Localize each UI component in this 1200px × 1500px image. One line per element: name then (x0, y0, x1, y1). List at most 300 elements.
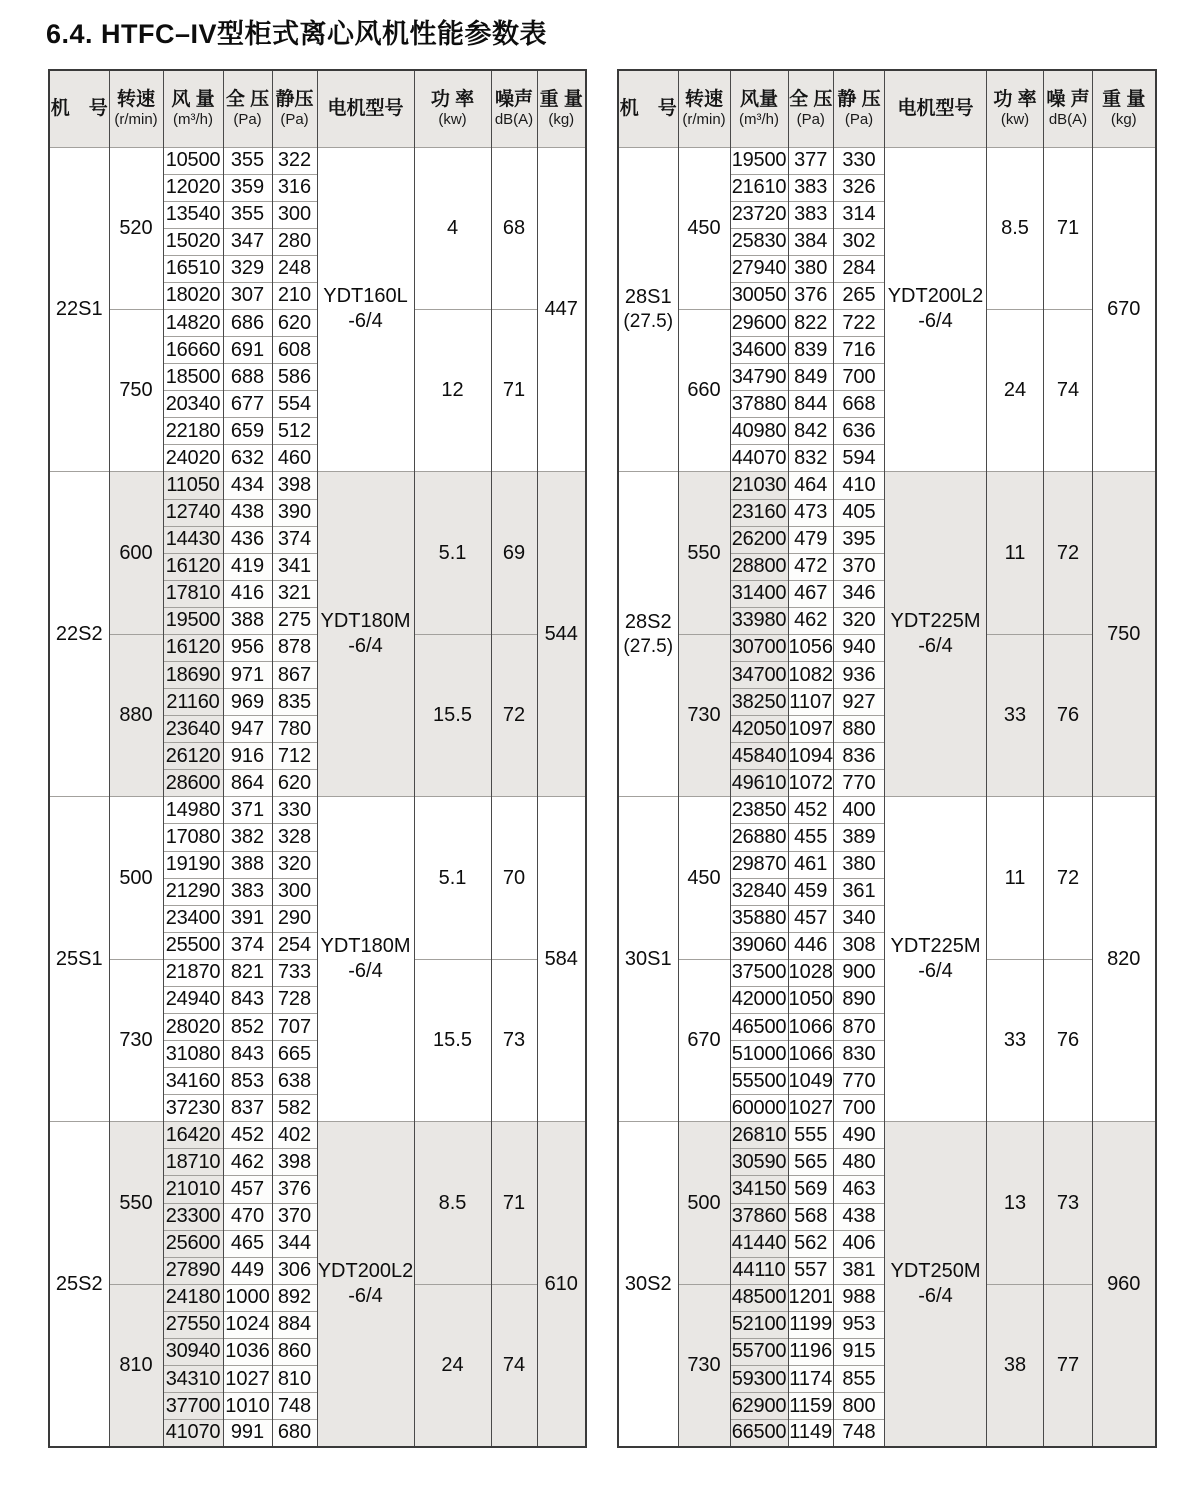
static-pressure-cell: 480 (834, 1149, 885, 1176)
header-sp-label: 静 压 (837, 89, 881, 111)
static-pressure-cell: 314 (834, 201, 885, 228)
noise-cell: 72 (1044, 797, 1093, 959)
speed-cell: 880 (109, 634, 163, 796)
motor-cell (317, 147, 414, 472)
flow-cell: 15020 (163, 228, 223, 255)
speed-cell: 730 (109, 959, 163, 1121)
motor-model-label: YDT225M (890, 610, 981, 633)
header-model-cell (618, 70, 678, 147)
total-pressure-cell: 947 (223, 716, 272, 743)
static-pressure-cell: 438 (834, 1203, 885, 1230)
flow-cell: 28800 (730, 553, 788, 580)
static-pressure-cell: 582 (272, 1095, 317, 1122)
static-pressure-cell: 280 (272, 228, 317, 255)
flow-cell: 19500 (163, 607, 223, 634)
table-row (49, 1122, 586, 1149)
flow-cell: 14980 (163, 797, 223, 824)
model-cell (618, 472, 678, 797)
total-pressure-cell: 355 (223, 201, 272, 228)
static-pressure-cell: 620 (272, 770, 317, 797)
total-pressure-cell: 470 (223, 1203, 272, 1230)
flow-cell: 29600 (730, 309, 788, 336)
total-pressure-cell: 473 (788, 499, 834, 526)
flow-cell: 19190 (163, 851, 223, 878)
flow-cell: 40980 (730, 418, 788, 445)
flow-cell: 33980 (730, 607, 788, 634)
total-pressure-cell: 383 (788, 201, 834, 228)
table-row (49, 797, 586, 824)
static-pressure-cell: 712 (272, 743, 317, 770)
total-pressure-cell: 1027 (788, 1095, 834, 1122)
flow-cell: 27940 (730, 255, 788, 282)
total-pressure-cell: 822 (788, 309, 834, 336)
table-row (618, 147, 1156, 174)
static-pressure-cell: 328 (272, 824, 317, 851)
flow-cell: 10500 (163, 147, 223, 174)
total-pressure-cell: 1201 (788, 1284, 834, 1311)
header-power-unit: (kw) (1000, 111, 1030, 129)
flow-cell: 48500 (730, 1284, 788, 1311)
table-row (49, 472, 586, 499)
noise-cell: 74 (1044, 309, 1093, 471)
total-pressure-cell: 1066 (788, 1014, 834, 1041)
static-pressure-cell: 900 (834, 959, 885, 986)
header-weight-unit: (kg) (548, 111, 575, 129)
total-pressure-cell: 956 (223, 634, 272, 661)
total-pressure-cell: 677 (223, 391, 272, 418)
header-power-label: 功 率 (430, 89, 475, 111)
static-pressure-cell: 254 (272, 932, 317, 959)
total-pressure-cell: 384 (788, 228, 834, 255)
header-speed-cell (678, 70, 730, 147)
header-tp-cell (223, 70, 272, 147)
flow-cell: 16660 (163, 337, 223, 364)
static-pressure-cell: 406 (834, 1230, 885, 1257)
total-pressure-cell: 371 (223, 797, 272, 824)
static-pressure-cell: 381 (834, 1257, 885, 1284)
model-label: 22S1 (55, 297, 103, 320)
static-pressure-cell: 953 (834, 1311, 885, 1338)
header-sp-cell (834, 70, 885, 147)
power-cell: 38 (987, 1284, 1044, 1446)
total-pressure-cell: 1082 (788, 661, 834, 688)
static-pressure-cell: 636 (834, 418, 885, 445)
flow-cell: 34150 (730, 1176, 788, 1203)
header-tp-cell (788, 70, 834, 147)
flow-cell: 11050 (163, 472, 223, 499)
header-flow-unit: (m³/h) (173, 111, 213, 129)
motor-model-label: YDT200L2 (317, 1260, 414, 1283)
static-pressure-cell: 880 (834, 716, 885, 743)
model-cell (618, 1122, 678, 1447)
motor-pole-label: -6/4 (348, 1285, 383, 1308)
total-pressure-cell: 1097 (788, 716, 834, 743)
static-pressure-cell: 306 (272, 1257, 317, 1284)
motor-model-label: YDT180M (320, 935, 411, 958)
header-sp-cell (272, 70, 317, 147)
static-pressure-cell: 512 (272, 418, 317, 445)
total-pressure-cell: 1049 (788, 1068, 834, 1095)
table-row (49, 147, 586, 174)
static-pressure-cell: 988 (834, 1284, 885, 1311)
flow-cell: 21160 (163, 689, 223, 716)
total-pressure-cell: 565 (788, 1149, 834, 1176)
header-motor-label: 电机型号 (897, 97, 974, 119)
motor-cell (885, 472, 987, 797)
noise-cell: 77 (1044, 1284, 1093, 1446)
flow-cell: 51000 (730, 1041, 788, 1068)
static-pressure-cell: 463 (834, 1176, 885, 1203)
static-pressure-cell: 700 (834, 364, 885, 391)
model-label: 28S1 (624, 286, 672, 309)
flow-cell: 23720 (730, 201, 788, 228)
total-pressure-cell: 991 (223, 1420, 272, 1447)
flow-cell: 16420 (163, 1122, 223, 1149)
total-pressure-cell: 632 (223, 445, 272, 472)
header-flow-cell (163, 70, 223, 147)
static-pressure-cell: 300 (272, 878, 317, 905)
static-pressure-cell: 707 (272, 1014, 317, 1041)
total-pressure-cell: 1159 (788, 1393, 834, 1420)
static-pressure-cell: 320 (834, 607, 885, 634)
total-pressure-cell: 1107 (788, 689, 834, 716)
static-pressure-cell: 892 (272, 1284, 317, 1311)
total-pressure-cell: 434 (223, 472, 272, 499)
power-cell: 33 (987, 634, 1044, 796)
fan-block-25S1 (49, 797, 586, 1122)
static-pressure-cell: 275 (272, 607, 317, 634)
noise-cell: 72 (1044, 472, 1093, 634)
flow-cell: 26810 (730, 1122, 788, 1149)
total-pressure-cell: 455 (788, 824, 834, 851)
total-pressure-cell: 383 (788, 174, 834, 201)
header-sp-unit: (Pa) (844, 111, 874, 129)
total-pressure-cell: 355 (223, 147, 272, 174)
header-weight-cell (537, 70, 586, 147)
total-pressure-cell: 691 (223, 337, 272, 364)
flow-cell: 28020 (163, 1014, 223, 1041)
power-cell: 24 (414, 1284, 491, 1446)
motor-cell (885, 1122, 987, 1447)
motor-model-label: YDT160L (323, 285, 408, 308)
weight-cell: 447 (537, 147, 586, 472)
noise-cell: 69 (491, 472, 537, 634)
motor-cell (885, 797, 987, 1122)
noise-cell: 71 (491, 309, 537, 471)
flow-cell: 25600 (163, 1230, 223, 1257)
fan-table-left (48, 69, 587, 1448)
header-speed-label: 转速 (116, 89, 155, 111)
motor-model-label: YDT225M (890, 935, 981, 958)
static-pressure-cell: 460 (272, 445, 317, 472)
total-pressure-cell: 388 (223, 851, 272, 878)
static-pressure-cell: 700 (834, 1095, 885, 1122)
total-pressure-cell: 842 (788, 418, 834, 445)
model-label: 25S2 (55, 1272, 103, 1295)
power-cell: 8.5 (987, 147, 1044, 309)
static-pressure-cell: 290 (272, 905, 317, 932)
static-pressure-cell: 733 (272, 959, 317, 986)
total-pressure-cell: 462 (223, 1149, 272, 1176)
noise-cell: 72 (491, 634, 537, 796)
static-pressure-cell: 830 (834, 1041, 885, 1068)
static-pressure-cell: 370 (834, 553, 885, 580)
motor-model-label: YDT200L2 (887, 285, 984, 308)
flow-cell: 30940 (163, 1338, 223, 1365)
static-pressure-cell: 748 (834, 1420, 885, 1447)
total-pressure-cell: 465 (223, 1230, 272, 1257)
total-pressure-cell: 1000 (223, 1284, 272, 1311)
weight-cell: 820 (1093, 797, 1156, 1122)
static-pressure-cell: 402 (272, 1122, 317, 1149)
power-cell: 15.5 (414, 959, 491, 1121)
header-model-label: 机 号 (619, 97, 677, 119)
flow-cell: 60000 (730, 1095, 788, 1122)
flow-cell: 30700 (730, 634, 788, 661)
flow-cell: 18710 (163, 1149, 223, 1176)
flow-cell: 52100 (730, 1311, 788, 1338)
flow-cell: 45840 (730, 743, 788, 770)
flow-cell: 46500 (730, 1014, 788, 1041)
static-pressure-cell: 389 (834, 824, 885, 851)
flow-cell: 41440 (730, 1230, 788, 1257)
total-pressure-cell: 688 (223, 364, 272, 391)
model-cell (49, 472, 109, 797)
static-pressure-cell: 248 (272, 255, 317, 282)
flow-cell: 18020 (163, 282, 223, 309)
total-pressure-cell: 1149 (788, 1420, 834, 1447)
total-pressure-cell: 569 (788, 1176, 834, 1203)
header-weight-cell (1093, 70, 1156, 147)
total-pressure-cell: 839 (788, 337, 834, 364)
total-pressure-cell: 452 (223, 1122, 272, 1149)
header-row (49, 70, 586, 147)
header-tp-label: 全 压 (225, 89, 270, 111)
static-pressure-cell: 870 (834, 1014, 885, 1041)
flow-cell: 24940 (163, 986, 223, 1013)
flow-cell: 27550 (163, 1311, 223, 1338)
total-pressure-cell: 449 (223, 1257, 272, 1284)
speed-cell: 500 (678, 1122, 730, 1284)
flow-cell: 13540 (163, 201, 223, 228)
static-pressure-cell: 210 (272, 282, 317, 309)
flow-cell: 26120 (163, 743, 223, 770)
header-noise-unit: dB(A) (494, 111, 534, 129)
motor-pole-label: -6/4 (918, 1285, 953, 1308)
power-cell: 5.1 (414, 472, 491, 634)
table-row (618, 472, 1156, 499)
table-row (618, 1122, 1156, 1149)
motor-cell (885, 147, 987, 472)
header-flow-cell (730, 70, 788, 147)
flow-cell: 59300 (730, 1366, 788, 1393)
power-cell: 11 (987, 797, 1044, 959)
total-pressure-cell: 383 (223, 878, 272, 905)
header-row (618, 70, 1156, 147)
static-pressure-cell: 940 (834, 634, 885, 661)
flow-cell: 23300 (163, 1203, 223, 1230)
total-pressure-cell: 555 (788, 1122, 834, 1149)
total-pressure-cell: 374 (223, 932, 272, 959)
static-pressure-cell: 330 (272, 797, 317, 824)
power-cell: 13 (987, 1122, 1044, 1284)
header-tp-unit: (Pa) (233, 111, 262, 129)
motor-cell (317, 472, 414, 797)
static-pressure-cell: 308 (834, 932, 885, 959)
power-cell: 15.5 (414, 634, 491, 796)
static-pressure-cell: 398 (272, 1149, 317, 1176)
flow-cell: 21030 (730, 472, 788, 499)
static-pressure-cell: 398 (272, 472, 317, 499)
speed-cell: 670 (678, 959, 730, 1121)
total-pressure-cell: 1028 (788, 959, 834, 986)
flow-cell: 24180 (163, 1284, 223, 1311)
model-sublabel: (27.5) (623, 636, 674, 658)
flow-cell: 25830 (730, 228, 788, 255)
static-pressure-cell: 890 (834, 986, 885, 1013)
table-row (618, 797, 1156, 824)
header-noise-unit: dB(A) (1048, 111, 1088, 129)
static-pressure-cell: 361 (834, 878, 885, 905)
static-pressure-cell: 320 (272, 851, 317, 878)
header-flow-label: 风量 (739, 89, 778, 111)
flow-cell: 18690 (163, 661, 223, 688)
weight-cell: 544 (537, 472, 586, 797)
speed-cell: 450 (678, 147, 730, 309)
static-pressure-cell: 344 (272, 1230, 317, 1257)
header-sp-unit: (Pa) (280, 111, 309, 129)
motor-pole-label: -6/4 (918, 635, 953, 658)
model-cell (49, 1122, 109, 1447)
speed-cell: 550 (109, 1122, 163, 1284)
flow-cell: 55700 (730, 1338, 788, 1365)
weight-cell: 960 (1093, 1122, 1156, 1447)
total-pressure-cell: 452 (788, 797, 834, 824)
total-pressure-cell: 1056 (788, 634, 834, 661)
static-pressure-cell: 800 (834, 1393, 885, 1420)
noise-cell: 74 (491, 1284, 537, 1446)
motor-pole-label: -6/4 (348, 960, 383, 983)
total-pressure-cell: 1196 (788, 1338, 834, 1365)
total-pressure-cell: 853 (223, 1068, 272, 1095)
noise-cell: 68 (491, 147, 537, 309)
total-pressure-cell: 376 (788, 282, 834, 309)
flow-cell: 21610 (730, 174, 788, 201)
static-pressure-cell: 586 (272, 364, 317, 391)
total-pressure-cell: 849 (788, 364, 834, 391)
static-pressure-cell: 376 (272, 1176, 317, 1203)
static-pressure-cell: 810 (272, 1366, 317, 1393)
static-pressure-cell: 490 (834, 1122, 885, 1149)
fan-block-22S1 (49, 147, 586, 472)
model-label: 30S1 (624, 947, 672, 970)
static-pressure-cell: 265 (834, 282, 885, 309)
total-pressure-cell: 388 (223, 607, 272, 634)
static-pressure-cell: 326 (834, 174, 885, 201)
static-pressure-cell: 867 (272, 661, 317, 688)
total-pressure-cell: 1066 (788, 1041, 834, 1068)
static-pressure-cell: 936 (834, 661, 885, 688)
flow-cell: 23400 (163, 905, 223, 932)
total-pressure-cell: 380 (788, 255, 834, 282)
static-pressure-cell: 716 (834, 337, 885, 364)
flow-cell: 44070 (730, 445, 788, 472)
model-cell (49, 147, 109, 472)
static-pressure-cell: 410 (834, 472, 885, 499)
model-label: 25S1 (55, 947, 103, 970)
speed-cell: 550 (678, 472, 730, 634)
power-cell: 11 (987, 472, 1044, 634)
flow-cell: 23640 (163, 716, 223, 743)
total-pressure-cell: 377 (788, 147, 834, 174)
flow-cell: 34700 (730, 661, 788, 688)
flow-cell: 30050 (730, 282, 788, 309)
speed-cell: 520 (109, 147, 163, 309)
static-pressure-cell: 594 (834, 445, 885, 472)
flow-cell: 34790 (730, 364, 788, 391)
static-pressure-cell: 370 (272, 1203, 317, 1230)
power-cell: 33 (987, 959, 1044, 1121)
total-pressure-cell: 464 (788, 472, 834, 499)
flow-cell: 25500 (163, 932, 223, 959)
flow-cell: 37860 (730, 1203, 788, 1230)
static-pressure-cell: 770 (834, 770, 885, 797)
motor-pole-label: -6/4 (348, 310, 383, 333)
total-pressure-cell: 479 (788, 526, 834, 553)
total-pressure-cell: 852 (223, 1014, 272, 1041)
flow-cell: 38250 (730, 689, 788, 716)
noise-cell: 70 (491, 797, 537, 959)
header-motor-cell (317, 70, 414, 147)
static-pressure-cell: 390 (272, 499, 317, 526)
static-pressure-cell: 346 (834, 580, 885, 607)
static-pressure-cell: 395 (834, 526, 885, 553)
static-pressure-cell: 341 (272, 553, 317, 580)
motor-pole-label: -6/4 (348, 635, 383, 658)
total-pressure-cell: 457 (223, 1176, 272, 1203)
page-title: 6.4. HTFC–IV型柜式离心风机性能参数表 (46, 19, 548, 49)
flow-cell: 34600 (730, 337, 788, 364)
total-pressure-cell: 359 (223, 174, 272, 201)
fan-block-22S2 (49, 472, 586, 797)
flow-cell: 17810 (163, 580, 223, 607)
total-pressure-cell: 307 (223, 282, 272, 309)
total-pressure-cell: 916 (223, 743, 272, 770)
model-sublabel: (27.5) (623, 311, 674, 333)
flow-cell: 16120 (163, 553, 223, 580)
model-cell (618, 797, 678, 1122)
static-pressure-cell: 770 (834, 1068, 885, 1095)
static-pressure-cell: 340 (834, 905, 885, 932)
total-pressure-cell: 436 (223, 526, 272, 553)
speed-cell: 450 (678, 797, 730, 959)
static-pressure-cell: 316 (272, 174, 317, 201)
flow-cell: 21290 (163, 878, 223, 905)
static-pressure-cell: 330 (834, 147, 885, 174)
total-pressure-cell: 459 (788, 878, 834, 905)
flow-cell: 49610 (730, 770, 788, 797)
speed-cell: 810 (109, 1284, 163, 1446)
flow-cell: 18500 (163, 364, 223, 391)
weight-cell: 610 (537, 1122, 586, 1447)
weight-cell: 750 (1093, 472, 1156, 797)
flow-cell: 23850 (730, 797, 788, 824)
total-pressure-cell: 1199 (788, 1311, 834, 1338)
flow-cell: 55500 (730, 1068, 788, 1095)
total-pressure-cell: 457 (788, 905, 834, 932)
static-pressure-cell: 728 (272, 986, 317, 1013)
header-weight-unit: (kg) (1110, 111, 1137, 129)
